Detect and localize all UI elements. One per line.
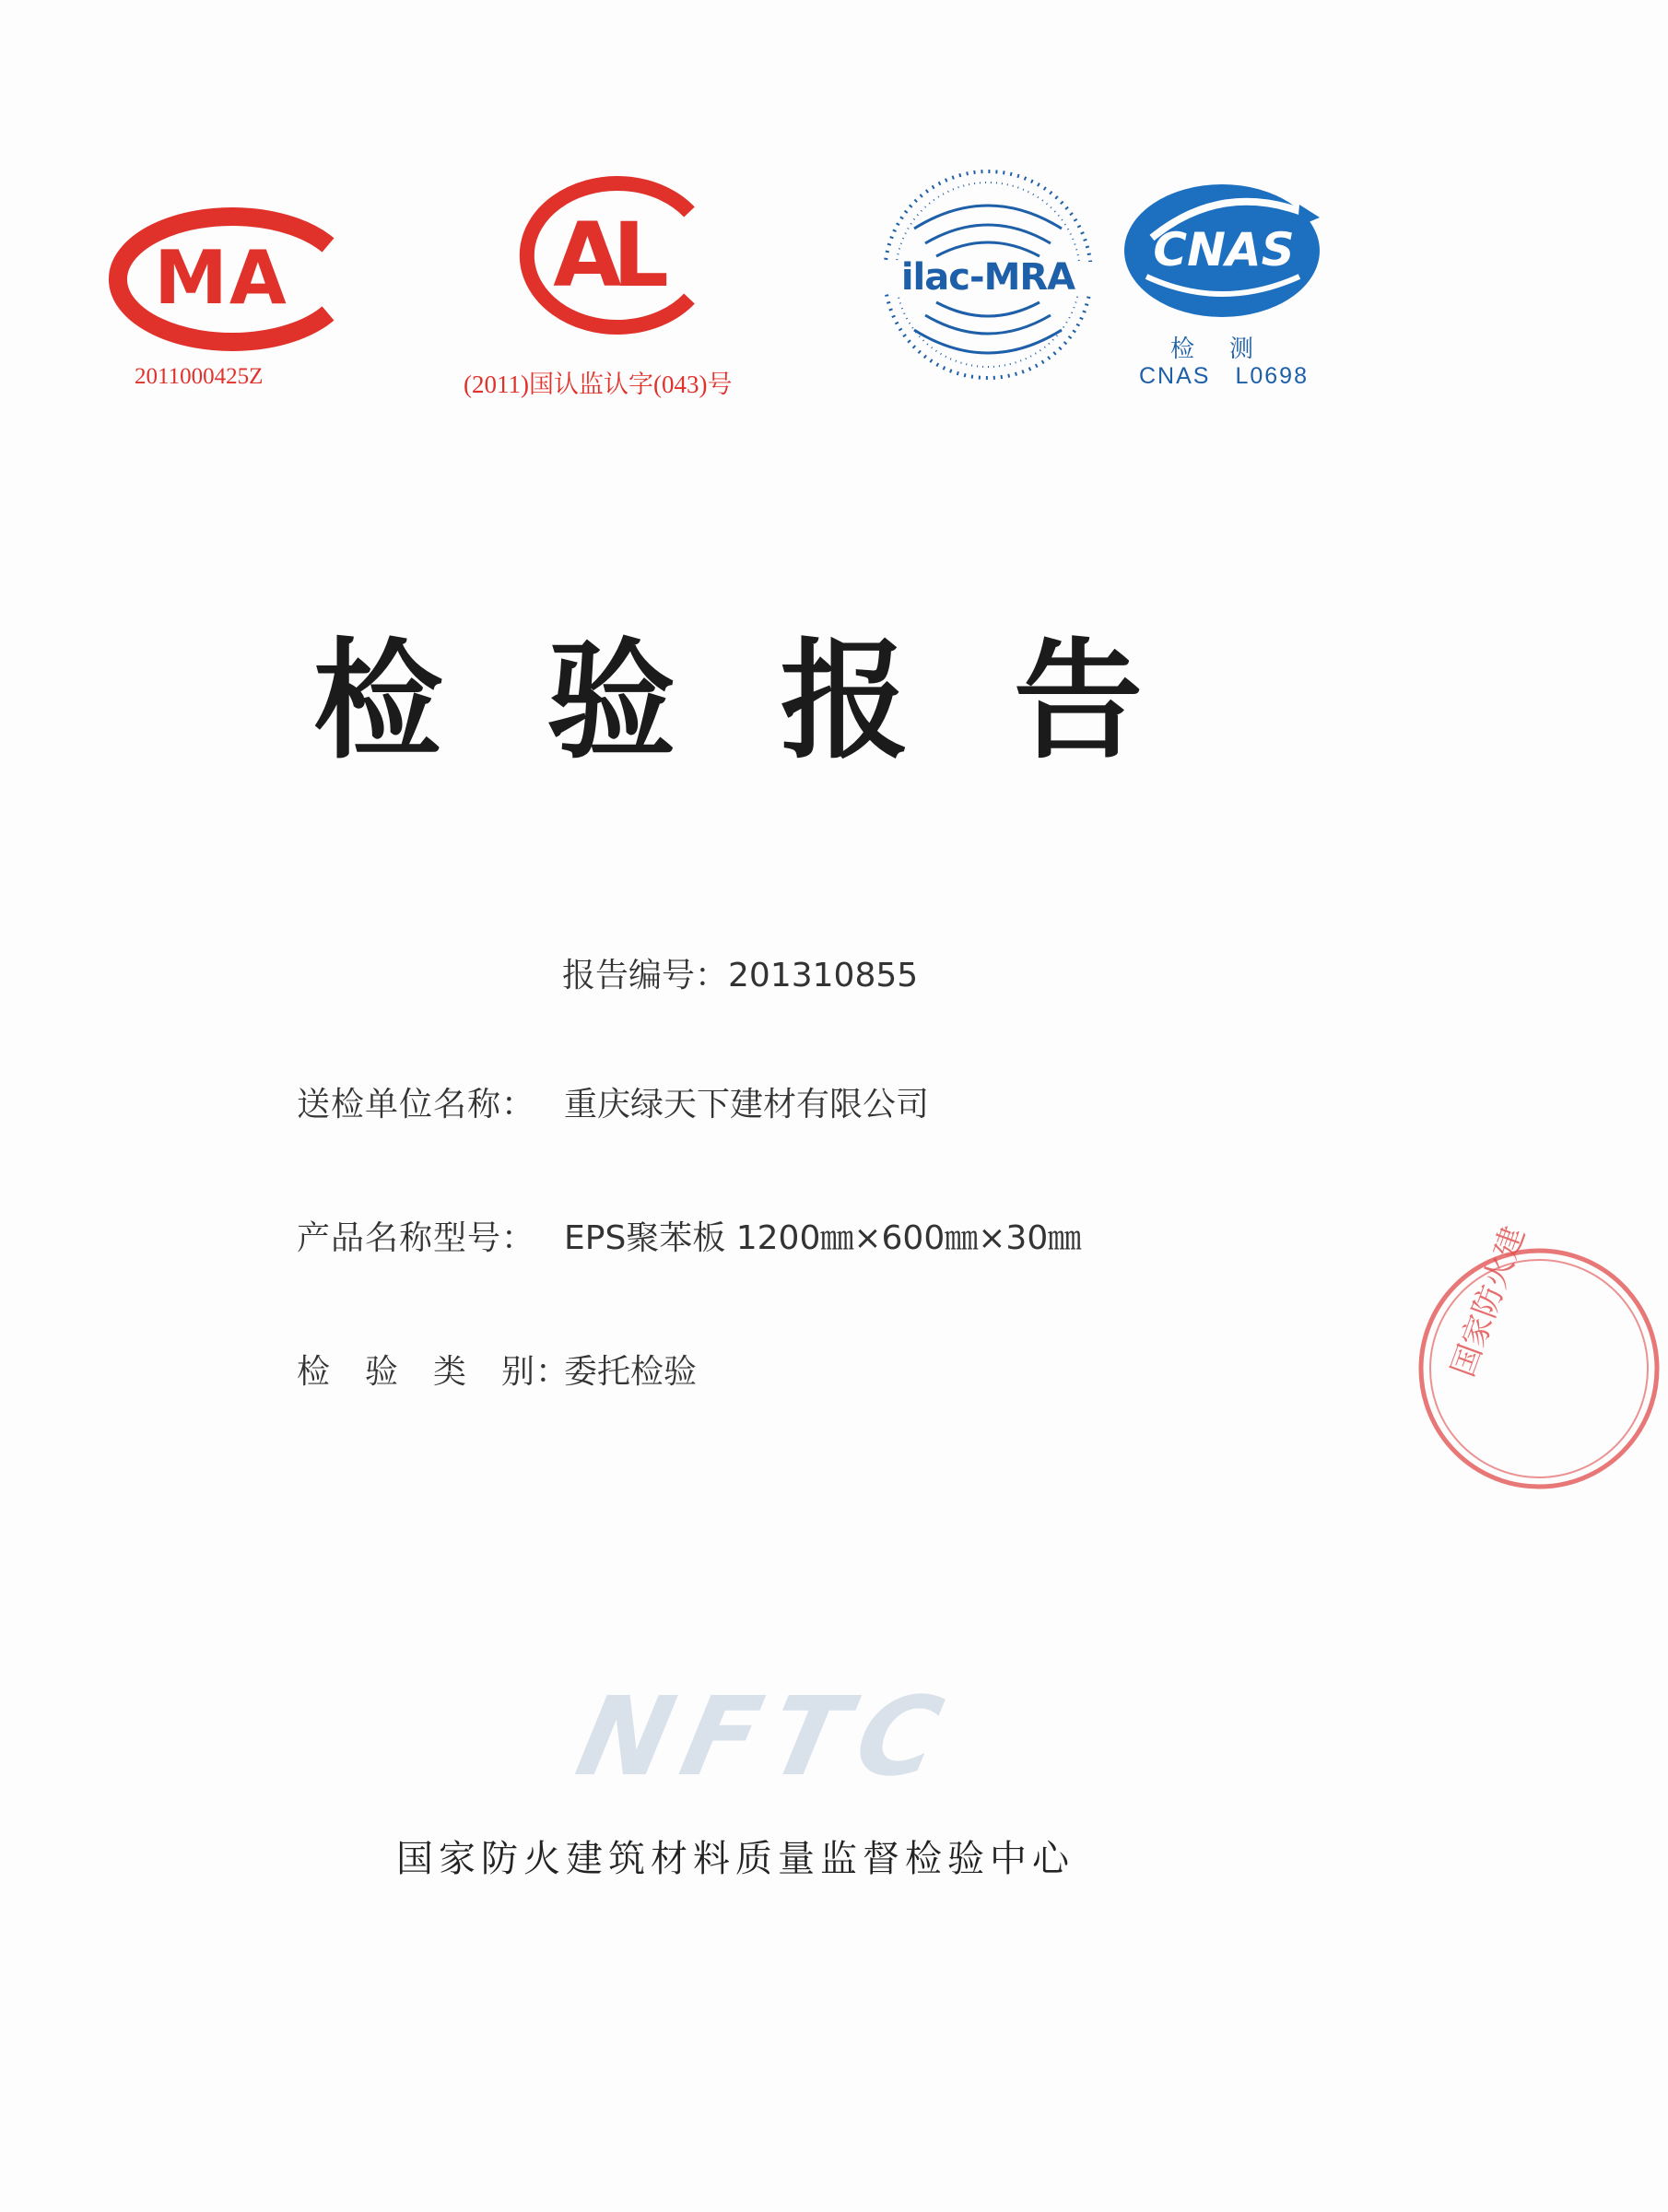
cal-certificate-number: (2011)国认监认字(043)号 [464, 371, 733, 398]
cal-logo [505, 173, 713, 337]
report-title-char: 报 [780, 627, 910, 777]
report-title-char: 验 [546, 627, 676, 777]
cma-logo [103, 210, 343, 348]
product-label: 产品名称型号： [297, 1219, 536, 1257]
official-seal-stamp [1410, 1221, 1668, 1498]
cma-logo-mark: MA [154, 235, 288, 321]
inspection-category-label: 检 验 类 别： [297, 1353, 570, 1391]
nftc-watermark: NFTC [567, 1673, 966, 1800]
inspection-category-value: 委托检验 [564, 1353, 698, 1391]
cma-certificate-number: 2011000425Z [135, 364, 264, 389]
ilac-mra-logo [877, 164, 1098, 385]
report-number-value: 201310855 [728, 957, 919, 994]
cnas-caption-testing: 检 测 [1170, 335, 1260, 362]
cnas-accreditation-number: CNAS L0698 [1139, 363, 1309, 389]
report-number-label: 报告编号： [562, 957, 729, 994]
cnas-logo-mark: CNAS [1153, 223, 1295, 276]
report-number-row [562, 949, 918, 996]
cal-logo-mark: AL [553, 204, 660, 307]
report-title-char: 检 [313, 627, 443, 777]
client-label: 送检单位名称： [297, 1086, 536, 1124]
report-title [313, 619, 1143, 785]
report-title-char: 告 [1013, 627, 1143, 777]
client-value: 重庆绿天下建材有限公司 [564, 1086, 930, 1124]
stamp-text: 国家防火建 [1444, 1221, 1533, 1382]
cnas-logo [1115, 173, 1333, 321]
issuing-organization: 国家防火建筑材料质量监督检验中心 [396, 1838, 1075, 1880]
ilac-mra-logo-mark: ilac-MRA [900, 256, 1075, 299]
product-value: EPS聚苯板 1200㎜×600㎜×30㎜ [564, 1219, 1082, 1257]
